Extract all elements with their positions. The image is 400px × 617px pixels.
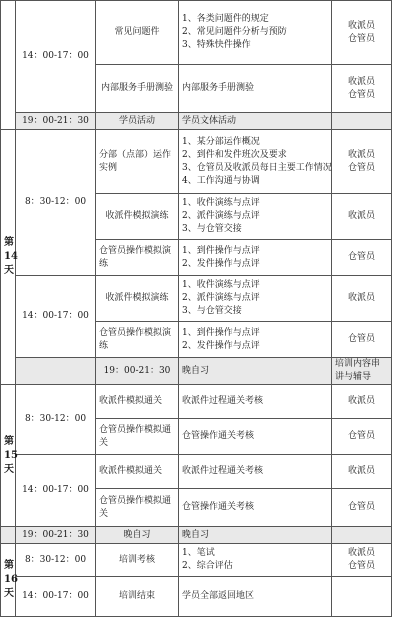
table-row [1,276,392,322]
session-cell: 收派件模拟演练 [96,194,179,240]
session-cell: 收派件模拟通关 [96,455,179,489]
session-cell: 学员活动 [96,113,179,130]
time-cell: 14：00-17：00 [16,276,96,358]
day-label: 第 15 天 [1,385,16,527]
time-cell: 19：00-21：30 [16,113,96,130]
responsible-cell: 收派员 [332,455,392,489]
session-cell: 培训结束 [96,577,179,617]
table-row [1,1,392,65]
responsible-cell [332,113,392,130]
responsible-cell: 收派员 仓管员 [332,1,392,65]
day-label: 第 14 天 [1,130,16,385]
responsible-cell: 仓管员 [332,240,392,276]
responsible-cell: 仓管员 [332,489,392,527]
content-cell: 收派件过程通关考核 [179,385,332,419]
session-cell: 晚自习 [179,358,332,385]
table-row [1,527,392,544]
table-row [1,130,392,194]
responsible-cell: 收派员 仓管员 [332,544,392,577]
content-cell: 1、某分部运作概况 2、到件和发件班次及要求 3、仓管员及收派员每日主要工作情况 4、工作沟通与协调 [179,130,332,194]
content-cell: 内部服务手册测验 [179,65,332,113]
time-cell: 14：00-17：00 [16,577,96,617]
responsible-cell [332,527,392,544]
content-cell: 仓管操作通关考核 [179,419,332,455]
session-cell: 收派件模拟演练 [96,276,179,322]
responsible-cell: 收派员 仓管员 [332,65,392,113]
content-cell: 学员全部返回地区 [179,577,332,617]
responsible-cell: 收派员 [332,276,392,322]
responsible-cell: 收派员 [332,385,392,419]
time-cell: 14：00-17：00 [16,1,96,113]
session-cell: 仓管员操作模拟通关 [96,489,179,527]
content-cell: 1、笔试 2、综合评估 [179,544,332,577]
responsible-cell [332,577,392,617]
table-row [1,385,392,419]
content-cell: 收派件过程通关考核 [179,455,332,489]
responsible-cell: 仓管员 [332,419,392,455]
table-row [1,544,392,577]
time-cell: 8：30-12：00 [16,544,96,577]
content-cell: 培训内容串讲与辅导 [332,358,392,385]
table-row [1,358,392,385]
table-row [1,455,392,489]
responsible-cell: 收派员 仓管员 [332,130,392,194]
responsible-cell: 仓管员 [332,322,392,358]
content-cell: 学员文体活动 [179,113,332,130]
time-cell: 19：00-21：30 [16,527,96,544]
time-cell: 8：30-12：00 [16,385,96,455]
session-cell: 仓管员操作模拟演练 [96,240,179,276]
day-cell [1,527,16,544]
content-cell: 晚自习 [179,527,332,544]
time-cell: 14：00-17：00 [16,455,96,527]
content-cell: 1、收件演练与点评 2、派件演练与点评 3、与仓管交接 [179,276,332,322]
day-cell [16,358,96,385]
responsible-cell: 收派员 [332,194,392,240]
session-cell: 收派件模拟通关 [96,385,179,419]
session-cell: 晚自习 [96,527,179,544]
session-cell: 常见问题件 [96,1,179,65]
day-label: 第 16 天 [1,544,16,617]
session-cell: 培训考核 [96,544,179,577]
session-cell: 内部服务手册测验 [96,65,179,113]
day-cell [1,1,16,130]
content-cell: 1、各类问题件的规定 2、常见问题件分析与预防 3、特殊快件操作 [179,1,332,65]
content-cell: 1、收件演练与点评 2、派件演练与点评 3、与仓管交接 [179,194,332,240]
table-row [1,113,392,130]
session-cell: 分部（点部）运作实例 [96,130,179,194]
session-cell: 仓管员操作模拟演练 [96,322,179,358]
table-row [1,577,392,617]
content-cell: 1、到件操作与点评 2、发件操作与点评 [179,322,332,358]
time-cell: 19：00-21：30 [96,358,179,385]
content-cell: 1、到件操作与点评 2、发件操作与点评 [179,240,332,276]
content-cell: 仓管操作通关考核 [179,489,332,527]
time-cell: 8：30-12：00 [16,130,96,276]
session-cell: 仓管员操作模拟通关 [96,419,179,455]
